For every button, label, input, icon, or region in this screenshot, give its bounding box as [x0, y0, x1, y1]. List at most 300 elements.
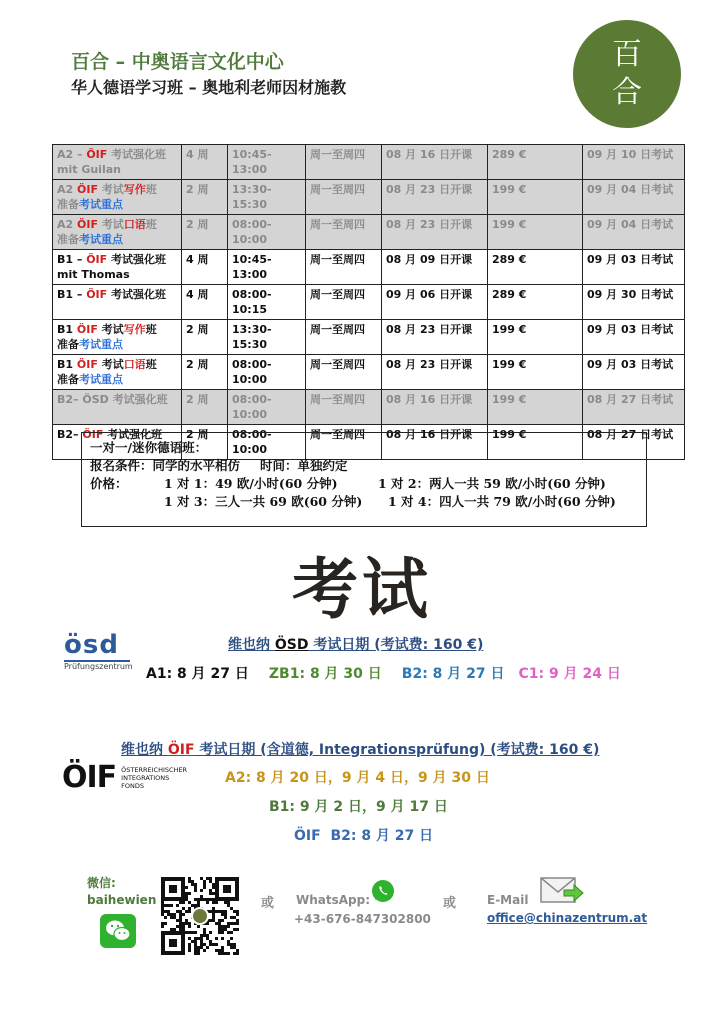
- qr-module: [209, 910, 212, 913]
- qr-module: [188, 877, 191, 880]
- price-1on2: 1 对 2：两人一共 59 欧/小时(60 分钟): [378, 476, 606, 491]
- qr-module: [179, 910, 182, 913]
- course-duration: 2 周: [182, 180, 228, 215]
- qr-module: [233, 910, 236, 913]
- email-link[interactable]: office@chinazentrum.at: [487, 911, 648, 925]
- course-time: 10:45-13:00: [228, 145, 306, 180]
- course-name-part: ÖIF: [77, 218, 98, 231]
- qr-module: [203, 886, 206, 889]
- osd-heading: [228, 634, 483, 654]
- course-exam-date: 09 月 03 日考试: [583, 250, 685, 285]
- qr-module: [200, 940, 203, 943]
- course-exam-date: 08 月 27 日考试: [583, 390, 685, 425]
- oif-heading-suffix: 考试日期 (含道德, Integrationsprüfung) (考试费: 160 €): [194, 742, 600, 758]
- qr-module: [173, 913, 176, 916]
- qr-module: [176, 919, 179, 922]
- course-price: 199 €: [488, 180, 583, 215]
- qr-module: [221, 931, 224, 934]
- qr-module: [185, 895, 188, 898]
- qr-module: [197, 904, 200, 907]
- osd-heading-prefix: 维也纳: [228, 637, 275, 653]
- course-name-part: mit Thomas: [57, 268, 130, 281]
- qr-module: [182, 922, 185, 925]
- qr-module: [179, 913, 182, 916]
- course-row: [53, 215, 685, 250]
- qr-module: [203, 934, 206, 937]
- qr-module: [227, 952, 230, 955]
- course-time: 08:00-10:00: [228, 355, 306, 390]
- qr-module: [203, 880, 206, 883]
- qr-module: [206, 898, 209, 901]
- course-price: 289 €: [488, 285, 583, 320]
- course-name-part: 写作: [123, 323, 146, 336]
- qr-module: [203, 931, 206, 934]
- qr-module: [212, 886, 215, 889]
- qr-module: [185, 898, 188, 901]
- qr-module: [179, 925, 182, 928]
- course-name-part: ÖIF: [82, 428, 104, 441]
- qr-module: [227, 943, 230, 946]
- qr-module: [233, 952, 236, 955]
- baihe-logo: [573, 20, 681, 128]
- qr-module: [209, 940, 212, 943]
- course-days: 周一至周四: [306, 215, 382, 250]
- qr-module: [164, 922, 167, 925]
- course-exam-date: 09 月 04 日考试: [583, 215, 685, 250]
- qr-module: [224, 916, 227, 919]
- course-start-date: 08 月 09 日开课: [382, 250, 488, 285]
- course-row: [53, 320, 685, 355]
- qr-module: [164, 916, 167, 919]
- qr-module: [212, 916, 215, 919]
- course-name-cell: [53, 355, 182, 390]
- course-name-part: B1 –: [57, 288, 87, 301]
- qr-module: [176, 925, 179, 928]
- wechat-icon: [100, 914, 136, 948]
- qr-module: [236, 910, 239, 913]
- course-name-part: A2: [57, 218, 77, 231]
- qr-module: [233, 946, 236, 949]
- qr-module: [215, 943, 218, 946]
- qr-module: [236, 952, 239, 955]
- course-name-cell: [53, 250, 182, 285]
- qr-module: [170, 928, 173, 931]
- course-duration: 4 周: [182, 145, 228, 180]
- course-name-part: mit Guilan: [57, 163, 121, 176]
- course-name-part: 考试: [97, 323, 124, 336]
- course-name-cell: [53, 215, 182, 250]
- course-name-part: B1 –: [57, 253, 87, 266]
- qr-module: [188, 901, 191, 904]
- qr-module: [203, 883, 206, 886]
- qr-module: [161, 913, 164, 916]
- osd-heading-brand: ÖSD: [274, 637, 309, 653]
- course-start-date: 08 月 23 日开课: [382, 215, 488, 250]
- qr-module: [233, 928, 236, 931]
- qr-module: [161, 910, 164, 913]
- qr-module: [233, 916, 236, 919]
- qr-module: [236, 922, 239, 925]
- qr-module: [200, 943, 203, 946]
- oif-heading-brand: ÖIF: [167, 742, 195, 758]
- qr-module: [209, 943, 212, 946]
- course-days: 周一至周四: [306, 390, 382, 425]
- course-name-part: ÖIF: [86, 288, 108, 301]
- whatsapp-number[interactable]: +43-676-847302800: [294, 912, 431, 926]
- oif-logo: [62, 760, 187, 795]
- qr-module: [182, 925, 185, 928]
- price-row-1: [90, 475, 638, 493]
- qr-module: [191, 904, 194, 907]
- qr-module: [212, 901, 215, 904]
- qr-module: [209, 919, 212, 922]
- course-price: 289 €: [488, 250, 583, 285]
- osd-logo-text: ösd: [64, 630, 119, 660]
- course-name-part: 考试: [97, 358, 124, 371]
- course-name-part: 准备: [57, 373, 79, 386]
- course-name-part: 考试重点: [79, 373, 123, 386]
- course-name-part: 考试: [97, 183, 124, 196]
- qr-module: [218, 952, 221, 955]
- qr-module: [191, 880, 194, 883]
- qr-module: [161, 907, 164, 910]
- course-name-part: ÖIF: [76, 358, 98, 371]
- course-row: [53, 355, 685, 390]
- course-name-cell: [53, 390, 182, 425]
- course-price: 199 €: [488, 390, 583, 425]
- logo-char-1: 百: [612, 37, 642, 72]
- enrollment-condition-row: [90, 457, 638, 475]
- qr-module: [194, 886, 197, 889]
- qr-module: [182, 913, 185, 916]
- qr-module: [200, 934, 203, 937]
- qr-module: [191, 883, 194, 886]
- oif-logo-line1: ÖSTERREICHISCHER: [121, 765, 188, 774]
- qr-module: [224, 928, 227, 931]
- course-days: 周一至周四: [306, 180, 382, 215]
- wechat-label: 微信:: [87, 876, 116, 890]
- qr-module: [218, 919, 221, 922]
- course-name-part: 考试强化班: [107, 288, 167, 301]
- email-icon: [540, 876, 584, 906]
- course-exam-date: 09 月 03 日考试: [583, 355, 685, 390]
- course-table: [52, 144, 685, 460]
- oif-heading: [121, 739, 599, 759]
- qr-module: [227, 922, 230, 925]
- qr-module: [200, 889, 203, 892]
- oif-b2-prefix: ÖIF: [294, 828, 321, 844]
- qr-module: [182, 901, 185, 904]
- time-label: 时间：: [260, 458, 298, 473]
- qr-module: [224, 910, 227, 913]
- price-label: 价格：: [90, 476, 128, 491]
- qr-module: [188, 907, 191, 910]
- osd-logo: [64, 630, 133, 671]
- qr-module: [179, 922, 182, 925]
- course-start-date: 08 月 16 日开课: [382, 145, 488, 180]
- qr-module: [218, 949, 221, 952]
- qr-module: [221, 919, 224, 922]
- qr-module: [164, 904, 167, 907]
- course-days: 周一至周四: [306, 355, 382, 390]
- qr-module: [185, 931, 188, 934]
- price-1on1: 1 对 1：49 欧/小时(60 分钟): [164, 476, 338, 491]
- whatsapp-icon[interactable]: [371, 879, 395, 903]
- qr-module: [209, 880, 212, 883]
- qr-module: [215, 922, 218, 925]
- course-name-cell: [53, 180, 182, 215]
- logo-char-2: 合: [612, 75, 642, 110]
- qr-module: [197, 898, 200, 901]
- qr-module: [209, 931, 212, 934]
- qr-module: [230, 922, 233, 925]
- course-row: [53, 285, 685, 320]
- qr-module: [167, 910, 170, 913]
- osd-zb1-date: ZB1: 8 月 30 日: [268, 666, 382, 682]
- qr-module: [185, 922, 188, 925]
- course-name-part: 考试: [97, 218, 124, 231]
- qr-module: [233, 922, 236, 925]
- course-name-part: B1: [57, 323, 77, 336]
- course-time: 08:00-10:00: [228, 390, 306, 425]
- course-name-part: 准备: [57, 198, 79, 211]
- course-name-part: 考试强化班: [107, 148, 167, 161]
- course-name-part: 班: [145, 323, 157, 336]
- course-start-date: 08 月 16 日开课: [382, 425, 488, 460]
- qr-module: [194, 943, 197, 946]
- qr-module: [212, 892, 215, 895]
- course-start-date: 08 月 23 日开课: [382, 320, 488, 355]
- qr-module: [233, 943, 236, 946]
- qr-module: [188, 922, 191, 925]
- qr-module: [227, 901, 230, 904]
- qr-module: [176, 904, 179, 907]
- wechat-qr-code[interactable]: [161, 877, 239, 955]
- qr-module: [209, 892, 212, 895]
- qr-module: [164, 910, 167, 913]
- qr-module: [194, 952, 197, 955]
- condition-value: 同学的水平相仿: [152, 458, 241, 473]
- qr-module: [188, 910, 191, 913]
- qr-module: [212, 943, 215, 946]
- qr-module: [194, 946, 197, 949]
- qr-module: [221, 925, 224, 928]
- course-duration: 4 周: [182, 285, 228, 320]
- qr-module: [200, 946, 203, 949]
- course-name-part: 班: [145, 218, 157, 231]
- qr-module: [197, 946, 200, 949]
- course-time: 08:00-10:00: [228, 215, 306, 250]
- qr-module: [227, 904, 230, 907]
- qr-module: [185, 892, 188, 895]
- qr-module: [194, 889, 197, 892]
- qr-module: [224, 901, 227, 904]
- qr-module: [194, 931, 197, 934]
- whatsapp-label: WhatsApp:: [296, 893, 371, 907]
- qr-module: [200, 895, 203, 898]
- course-time: 08:00-10:15: [228, 285, 306, 320]
- course-days: 周一至周四: [306, 145, 382, 180]
- course-name-part: 考试重点: [79, 338, 123, 351]
- course-name-part: ÖIF: [86, 253, 108, 266]
- qr-module: [161, 901, 164, 904]
- qr-module: [206, 922, 209, 925]
- qr-module: [236, 919, 239, 922]
- course-name-cell: [53, 285, 182, 320]
- qr-module: [182, 907, 185, 910]
- qr-module: [218, 931, 221, 934]
- course-name-part: B1: [57, 358, 77, 371]
- course-start-date: 09 月 06 日开课: [382, 285, 488, 320]
- qr-module: [203, 928, 206, 931]
- qr-module: [188, 931, 191, 934]
- qr-module: [230, 943, 233, 946]
- course-name-part: A2: [57, 183, 77, 196]
- qr-module: [194, 937, 197, 940]
- course-days: 周一至周四: [306, 425, 382, 460]
- course-table-body: [53, 145, 685, 460]
- osd-dates: [146, 663, 621, 683]
- qr-module: [230, 931, 233, 934]
- qr-module: [173, 928, 176, 931]
- qr-module: [215, 937, 218, 940]
- or-separator-1: 或: [261, 896, 275, 911]
- course-name-part: 考试重点: [79, 233, 123, 246]
- course-name-part: 写作: [123, 183, 146, 196]
- course-name-part: 考试重点: [79, 198, 123, 211]
- qr-module: [185, 886, 188, 889]
- course-name-part: B2– ÖSD 考试强化班: [57, 393, 168, 406]
- qr-module: [200, 937, 203, 940]
- qr-module: [236, 913, 239, 916]
- oif-b2-dates: [294, 825, 433, 845]
- qr-module: [221, 910, 224, 913]
- qr-module: [182, 928, 185, 931]
- qr-module: [212, 898, 215, 901]
- qr-module: [230, 937, 233, 940]
- wechat-id: baihewien: [87, 893, 157, 907]
- qr-module: [209, 889, 212, 892]
- osd-c1-date: C1: 9 月 24 日: [518, 666, 621, 682]
- qr-module: [230, 916, 233, 919]
- course-exam-date: 08 月 27 日考试: [583, 425, 685, 460]
- osd-a1-date: A1: 8 月 27 日: [146, 666, 249, 682]
- qr-module: [215, 910, 218, 913]
- course-name-part: 考试强化班: [107, 253, 167, 266]
- qr-module: [170, 904, 173, 907]
- qr-module: [227, 925, 230, 928]
- osd-logo-subtext: Prüfungszentrum: [64, 662, 133, 671]
- qr-module: [230, 946, 233, 949]
- qr-module: [221, 949, 224, 952]
- course-price: 199 €: [488, 320, 583, 355]
- qr-module: [218, 922, 221, 925]
- qr-module: [188, 949, 191, 952]
- qr-module: [194, 883, 197, 886]
- course-duration: 2 周: [182, 215, 228, 250]
- course-row: [53, 250, 685, 285]
- oif-heading-prefix: 维也纳: [121, 742, 168, 758]
- exam-heading: 考试: [292, 550, 432, 628]
- qr-module: [221, 946, 224, 949]
- qr-module: [167, 904, 170, 907]
- qr-module: [221, 937, 224, 940]
- qr-module: [218, 925, 221, 928]
- course-days: 周一至周四: [306, 250, 382, 285]
- oif-logo-line3: FONDS: [121, 781, 145, 790]
- course-name-part: A2 –: [57, 148, 87, 161]
- course-duration: 2 周: [182, 320, 228, 355]
- condition-label: 报名条件：: [90, 458, 153, 473]
- qr-module: [179, 928, 182, 931]
- email-label: E-Mail: [487, 893, 529, 907]
- course-start-date: 08 月 23 日开课: [382, 355, 488, 390]
- qr-module: [194, 904, 197, 907]
- qr-module: [194, 898, 197, 901]
- qr-module: [197, 901, 200, 904]
- qr-module: [179, 916, 182, 919]
- qr-module: [185, 919, 188, 922]
- course-duration: 2 周: [182, 355, 228, 390]
- center-subtitle: 华人德语学习班 – 奥地利老师因材施教: [71, 78, 347, 97]
- osd-heading-suffix: 考试日期 (考试费: 160 €): [308, 637, 484, 653]
- course-time: 08:00-10:00: [228, 425, 306, 460]
- course-time: 13:30-15:30: [228, 320, 306, 355]
- course-name-part: ÖIF: [77, 183, 98, 196]
- course-duration: 4 周: [182, 250, 228, 285]
- qr-module: [221, 952, 224, 955]
- qr-module: [185, 910, 188, 913]
- qr-module: [188, 937, 191, 940]
- course-name-part: 口语: [123, 218, 146, 231]
- one-on-one-heading: 一对一/迷你德语班：: [90, 440, 208, 455]
- qr-module: [221, 928, 224, 931]
- qr-module: [212, 907, 215, 910]
- course-name-part: ÖIF: [86, 148, 108, 161]
- qr-module: [203, 943, 206, 946]
- qr-module: [161, 922, 164, 925]
- qr-module: [191, 940, 194, 943]
- oif-logo-line2: INTEGRATIONS: [121, 773, 170, 782]
- course-row: [53, 180, 685, 215]
- qr-module: [191, 931, 194, 934]
- qr-module: [224, 913, 227, 916]
- qr-module: [197, 937, 200, 940]
- price-1on3: 1 对 3：三人一共 69 欧(60 分钟): [164, 494, 363, 509]
- time-value: 单独约定: [297, 458, 348, 473]
- course-exam-date: 09 月 03 日考试: [583, 320, 685, 355]
- course-price: 199 €: [488, 355, 583, 390]
- qr-module: [206, 877, 209, 880]
- qr-module: [188, 943, 191, 946]
- oif-a2-dates: A2: 8 月 20 日，9 月 4 日，9 月 30 日: [225, 770, 490, 786]
- osd-b2-date: B2: 8 月 27 日: [401, 666, 505, 682]
- qr-module: [167, 913, 170, 916]
- qr-module: [206, 901, 209, 904]
- course-name-part: 班: [145, 358, 157, 371]
- course-price: 199 €: [488, 425, 583, 460]
- course-days: 周一至周四: [306, 285, 382, 320]
- oif-b1-dates: B1: 9 月 2 日，9 月 17 日: [269, 799, 448, 815]
- qr-module: [179, 901, 182, 904]
- course-name-cell: [53, 320, 182, 355]
- course-name-part: B2–: [57, 428, 83, 441]
- course-days: 周一至周四: [306, 320, 382, 355]
- course-name-part: 准备: [57, 338, 79, 351]
- qr-module: [206, 934, 209, 937]
- qr-module: [188, 925, 191, 928]
- qr-module: [197, 952, 200, 955]
